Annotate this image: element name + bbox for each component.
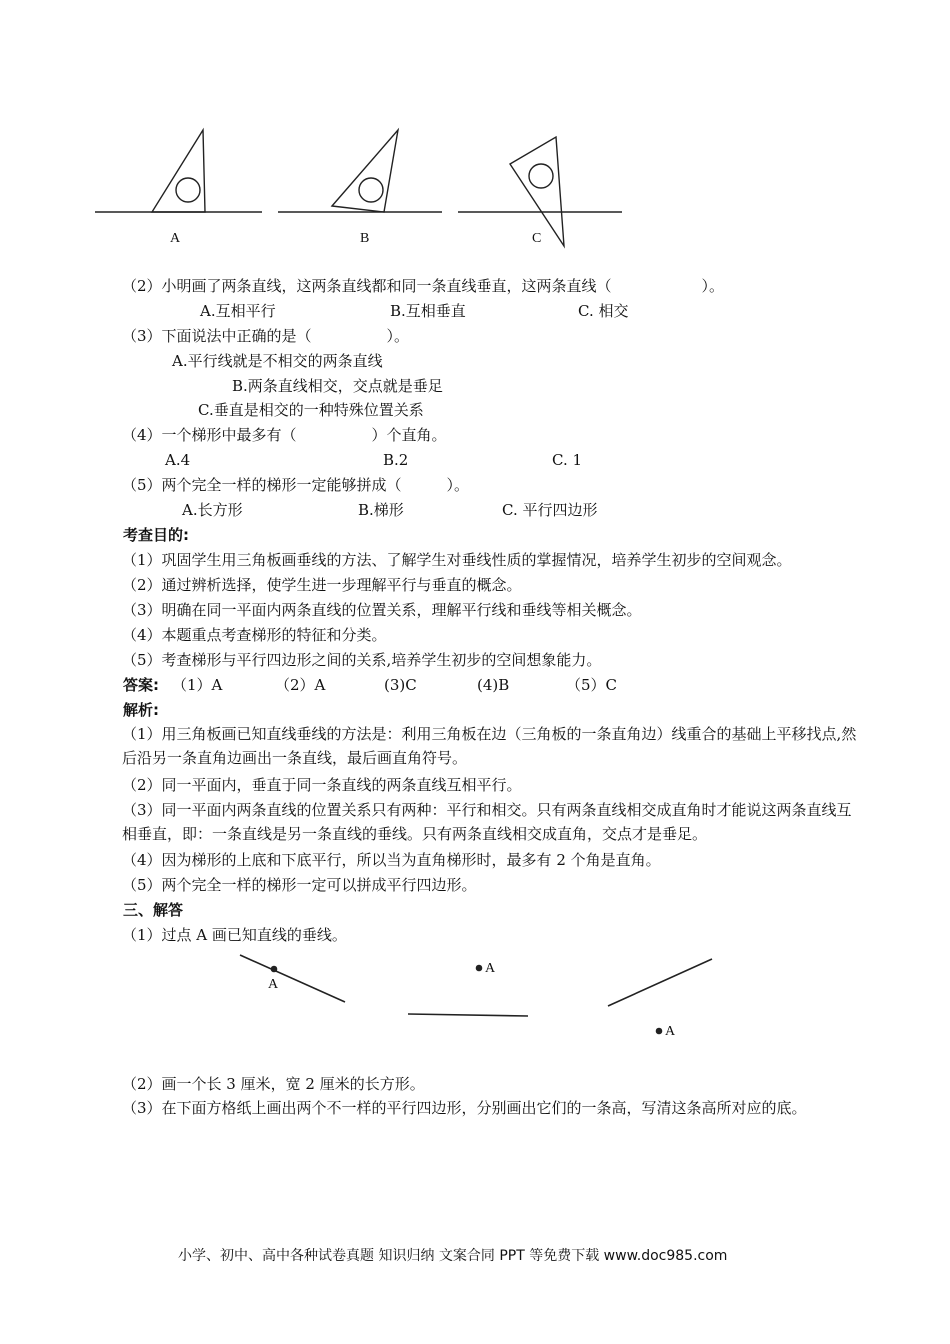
q3-option-c: C.垂直是相交的一种特殊位置关系 xyxy=(198,401,424,419)
purpose-item-5: （5）考查梯形与平行四边形之间的关系,培养学生初步的空间想象能力。 xyxy=(122,651,602,669)
purpose-item-4: （4）本题重点考查梯形的特征和分类。 xyxy=(122,626,387,644)
point-a-label-2: A xyxy=(485,961,496,976)
section3-q3: （3）在下面方格纸上画出两个不一样的平行四边形，分别画出它们的一条高，写清这条高所对应的底。 xyxy=(122,1099,807,1117)
figure-b xyxy=(278,130,442,212)
perpendicular-figure-3 xyxy=(608,959,712,1034)
answer-item-5: （5）C xyxy=(566,676,618,694)
section3-q1: （1）过点 A 画已知直线的垂线。 xyxy=(122,926,347,944)
figure-label-a: A xyxy=(170,231,181,246)
perpendicular-figure-2 xyxy=(408,966,528,1017)
point-a-label-3: A xyxy=(665,1024,676,1039)
q3-option-a: A.平行线就是不相交的两条直线 xyxy=(172,352,383,370)
figure-label-c: C xyxy=(532,231,542,246)
q4-option-a: A.4 xyxy=(165,451,191,469)
answer-item-2: （2）A xyxy=(275,676,326,694)
section3-heading: 三、解答 xyxy=(123,901,184,919)
analysis-p5: （5）两个完全一样的梯形一定可以拼成平行四边形。 xyxy=(122,876,477,894)
q5-option-b: B.梯形 xyxy=(358,501,404,519)
purpose-item-1: （1）巩固学生用三角板画垂线的方法、了解学生对垂线性质的掌握情况，培养学生初步的空间观念。 xyxy=(122,551,792,569)
q4-stem: （4）一个梯形中最多有（ ）个直角。 xyxy=(122,426,447,444)
q3-stem: （3）下面说法中正确的是（ ）。 xyxy=(122,327,410,345)
analysis-p4: （4）因为梯形的上底和下底平行，所以当为直角梯形时，最多有 2 个角是直角。 xyxy=(122,851,661,869)
analysis-p1: （1）用三角板画已知直线垂线的方法是：利用三角板在边（三角板的一条直角边）线重合的基础上平移找点,然后沿另一条直角边画出一条直线，最后画直角符号。 xyxy=(122,725,857,767)
analysis-p3: （3）同一平面内两条直线的位置关系只有两种：平行和相交。只有两条直线相交成直角时才能说这两条直线互相垂直，即：一条直线是另一条直线的垂线。只有两条直线相交成直角，交点才是垂足。 xyxy=(122,801,852,843)
purpose-heading: 考查目的: xyxy=(123,526,189,544)
q2-stem: （2）小明画了两条直线，这两条直线都和同一条直线垂直，这两条直线（ ）。 xyxy=(122,277,725,295)
answer-item-4: (4)B xyxy=(477,676,510,694)
perpendicular-figure-1 xyxy=(240,955,345,1002)
q5-stem: （5）两个完全一样的梯形一定能够拼成（ ）。 xyxy=(122,476,470,494)
q5-option-a: A.长方形 xyxy=(182,501,243,519)
figure-label-b: B xyxy=(360,231,370,246)
q5-option-c: C. 平行四边形 xyxy=(502,501,598,519)
q4-option-b: B.2 xyxy=(383,451,409,469)
page-footer: 小学、初中、高中各种试卷真题 知识归纳 文案合同 PPT 等免费下载 www.doc985.com xyxy=(178,1248,728,1264)
answer-item-1: （1）A xyxy=(172,676,223,694)
analysis-heading: 解析: xyxy=(123,701,159,719)
section3-q2: （2）画一个长 3 厘米，宽 2 厘米的长方形。 xyxy=(122,1075,425,1093)
purpose-item-3: （3）明确在同一平面内两条直线的位置关系，理解平行线和垂线等相关概念。 xyxy=(122,601,642,619)
purpose-item-2: （2）通过辨析选择，使学生进一步理解平行与垂直的概念。 xyxy=(122,576,522,594)
q3-option-b: B.两条直线相交，交点就是垂足 xyxy=(232,377,443,395)
figure-a xyxy=(95,130,262,212)
q4-option-c: C. 1 xyxy=(552,451,583,469)
q2-option-c: C. 相交 xyxy=(578,302,629,320)
point-a-label-1: A xyxy=(268,977,279,992)
analysis-p2: （2）同一平面内，垂直于同一条直线的两条直线互相平行。 xyxy=(122,776,522,794)
answer-item-3: (3)C xyxy=(384,676,417,694)
q2-option-a: A.互相平行 xyxy=(200,302,276,320)
answer-label: 答案: xyxy=(123,676,159,694)
q2-option-b: B.互相垂直 xyxy=(390,302,466,320)
